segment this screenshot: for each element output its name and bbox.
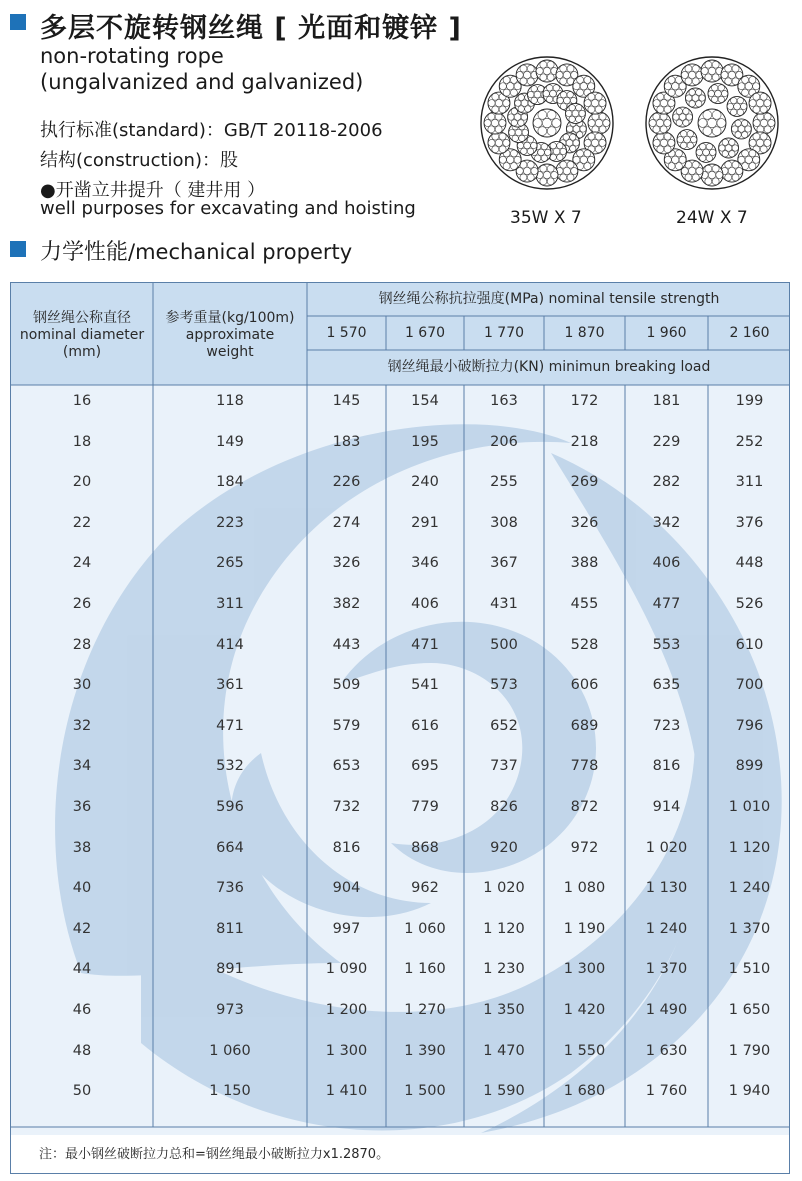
table-cell-load: 962 (411, 880, 439, 897)
product-subtitle-en-2: (ungalvanized and galvanized) (40, 70, 364, 94)
table-cell-load: 326 (332, 555, 361, 572)
table-cell-load: 1 490 (645, 1002, 688, 1018)
table-cell-load: 1 300 (325, 1042, 368, 1059)
table-cell-weight: 184 (216, 474, 244, 491)
table-cell-load: 972 (570, 839, 599, 856)
table-cell-load: 154 (411, 393, 439, 409)
table-cell-diameter: 46 (72, 1002, 92, 1018)
table-cell-load: 1 020 (645, 839, 688, 856)
table-cell-load: 899 (735, 758, 764, 775)
table-cell-weight: 265 (216, 555, 244, 572)
table-cell-load: 455 (570, 596, 599, 612)
table-cell-load: 779 (411, 799, 439, 815)
table-cell-weight: 664 (216, 839, 244, 856)
table-cell-weight: 311 (216, 596, 244, 612)
table-cell-weight: 118 (216, 393, 244, 409)
table-cell-diameter: 50 (72, 1083, 92, 1100)
table-cell-load: 382 (332, 596, 361, 612)
table-cell-load: 1 270 (404, 1002, 446, 1018)
table-cell-weight: 532 (216, 758, 244, 775)
header-grade-1570: 1 570 (326, 324, 367, 341)
table-cell-load: 732 (332, 799, 361, 815)
table-cell-diameter: 42 (72, 920, 92, 937)
table-cell-diameter: 36 (72, 799, 92, 815)
table-cell-load: 183 (332, 433, 361, 450)
table-cell-load: 579 (332, 717, 361, 734)
table-cell-diameter: 16 (72, 393, 92, 409)
table-cell-weight: 149 (216, 433, 244, 450)
table-cell-diameter: 34 (72, 758, 92, 775)
table-cell-load: 868 (411, 839, 439, 856)
title-marker-icon (10, 14, 26, 30)
table-cell-load: 206 (490, 433, 518, 450)
table-cell-load: 448 (735, 555, 764, 572)
rope-cross-section-35w-icon (479, 55, 615, 191)
table-cell-load: 872 (570, 799, 599, 815)
table-cell-weight: 973 (216, 1002, 244, 1018)
table-cell-load: 163 (490, 393, 518, 409)
table-cell-load: 1 410 (325, 1083, 368, 1100)
table-cell-load: 904 (332, 880, 361, 897)
table-cell-diameter: 24 (72, 555, 92, 572)
table-cell-load: 274 (332, 514, 361, 531)
section-heading-cn: 力学性能 (40, 240, 129, 265)
table-cell-load: 1 120 (483, 920, 525, 937)
table-cell-weight: 361 (216, 677, 244, 694)
table-cell-load: 997 (332, 920, 361, 937)
table-cell-diameter: 38 (72, 839, 92, 856)
table-cell-load: 723 (652, 717, 681, 734)
table-cell-load: 737 (490, 758, 518, 775)
table-cell-load: 406 (411, 596, 439, 612)
table-cell-load: 1 230 (483, 961, 525, 978)
header-approximate-weight: 参考重量(kg/100m) approximate weight (165, 309, 295, 360)
table-cell-load: 826 (490, 799, 518, 815)
table-cell-load: 553 (652, 636, 681, 653)
table-cell-load: 528 (570, 636, 599, 653)
table-cell-load: 291 (411, 514, 439, 531)
table-cell-load: 1 200 (325, 1002, 368, 1018)
table-cell-load: 252 (735, 433, 764, 450)
table-note: 注：最小钢丝破断拉力总和=钢丝绳最小破断拉力x1.2870。 (39, 1147, 390, 1162)
table-cell-load: 796 (735, 717, 764, 734)
table-cell-weight: 223 (216, 514, 244, 531)
table-cell-load: 311 (735, 474, 764, 491)
table-cell-load: 695 (411, 758, 439, 775)
table-cell-load: 1 370 (645, 961, 688, 978)
section-heading-en: /mechanical property (128, 240, 353, 264)
table-cell-load: 431 (490, 596, 518, 612)
table-cell-load: 269 (570, 474, 599, 491)
table-cell-load: 700 (735, 677, 764, 694)
table-cell-load: 610 (735, 636, 764, 653)
rope-label-24w: 24W X 7 (676, 208, 748, 228)
table-cell-load: 500 (490, 636, 518, 653)
table-cell-load: 181 (652, 393, 681, 409)
table-cell-load: 195 (411, 433, 439, 450)
use-spec-en: well purposes for excavating and hoisting (40, 198, 416, 219)
header-grade-1670: 1 670 (404, 324, 446, 341)
table-cell-diameter: 18 (72, 433, 92, 450)
table-cell-load: 1 120 (728, 839, 771, 856)
table-cell-load: 1 190 (563, 920, 606, 937)
table-cell-diameter: 48 (72, 1042, 92, 1059)
rope-label-35w: 35W X 7 (510, 208, 582, 228)
table-cell-load: 1 090 (325, 961, 368, 978)
table-cell-load: 616 (411, 717, 439, 734)
table-cell-load: 778 (570, 758, 599, 775)
header-grade-1960: 1 960 (646, 324, 687, 341)
table-cell-load: 653 (332, 758, 361, 775)
table-cell-load: 1 680 (563, 1083, 606, 1100)
table-cell-load: 1 650 (728, 1002, 771, 1018)
table-cell-load: 1 020 (483, 880, 525, 897)
table-cell-load: 573 (490, 677, 518, 694)
table-cell-load: 914 (652, 799, 681, 815)
table-cell-load: 199 (735, 393, 764, 409)
construction-spec: 结构(construction)：股 (40, 150, 238, 171)
table-cell-load: 816 (332, 839, 361, 856)
section-heading (40, 235, 352, 266)
table-cell-load: 342 (652, 514, 681, 531)
table-cell-load: 920 (490, 839, 518, 856)
table-cell-load: 226 (332, 474, 361, 491)
table-cell-load: 376 (735, 514, 764, 531)
table-cell-load: 346 (411, 555, 439, 572)
table-cell-load: 326 (570, 514, 599, 531)
table-cell-weight: 471 (216, 717, 244, 734)
mechanical-property-table (10, 282, 790, 1174)
rope-cross-section-24w-icon (644, 55, 780, 191)
table-cell-load: 240 (411, 474, 439, 491)
table-cell-diameter: 20 (72, 474, 92, 491)
table-cell-load: 816 (652, 758, 681, 775)
header-grade-1870: 1 870 (564, 324, 605, 341)
table-cell-load: 1 080 (563, 880, 606, 897)
table-cell-load: 218 (570, 433, 599, 450)
table-cell-load: 1 790 (728, 1042, 771, 1059)
table-cell-load: 1 300 (563, 961, 606, 978)
header-tensile-strength: 钢丝绳公称抗拉强度(MPa) nominal tensile strength (378, 291, 720, 307)
table-cell-load: 1 630 (645, 1042, 688, 1059)
table-cell-diameter: 32 (72, 717, 92, 734)
table-cell-load: 1 240 (645, 920, 688, 937)
table-cell-load: 1 010 (728, 799, 771, 815)
header-nominal-diameter: 钢丝绳公称直径 nominal diameter (mm) (19, 309, 145, 360)
table-cell-weight: 1 150 (209, 1083, 251, 1100)
table-cell-load: 471 (411, 636, 439, 653)
table-cell-load: 1 590 (483, 1083, 525, 1100)
table-cell-diameter: 26 (72, 596, 92, 612)
table-cell-load: 1 760 (645, 1083, 688, 1100)
section-marker-icon (10, 241, 26, 257)
table-cell-load: 1 390 (404, 1042, 446, 1059)
table-cell-load: 406 (652, 555, 681, 572)
header-grade-1770: 1 770 (483, 324, 525, 341)
header-breaking-load: 钢丝绳最小破断拉力(KN) minimun breaking load (387, 359, 711, 375)
table-cell-load: 255 (490, 474, 518, 491)
table-cell-load: 1 470 (483, 1042, 525, 1059)
table-cell-load: 477 (652, 596, 681, 612)
product-title: 多层不旋转钢丝绳 [ 光面和镀锌 ] (40, 13, 462, 44)
table-cell-diameter: 30 (72, 677, 92, 694)
table-cell-load: 652 (490, 717, 518, 734)
table-cell-load: 1 500 (404, 1083, 446, 1100)
table-cell-load: 1 240 (728, 880, 771, 897)
product-subtitle-en: non-rotating rope (40, 44, 224, 68)
table-cell-load: 541 (411, 677, 439, 694)
table-cell-weight: 596 (216, 799, 244, 815)
table-cell-weight: 1 060 (209, 1042, 251, 1059)
table-cell-load: 1 130 (645, 880, 688, 897)
table-cell-load: 282 (652, 474, 681, 491)
table-cell-load: 1 550 (563, 1042, 606, 1059)
table-cell-diameter: 44 (72, 961, 92, 978)
table-cell-load: 1 940 (728, 1083, 771, 1100)
table-cell-load: 1 420 (563, 1002, 606, 1018)
table-cell-diameter: 40 (72, 880, 92, 897)
table-cell-diameter: 28 (72, 636, 92, 653)
table-cell-load: 1 370 (728, 920, 771, 937)
table-cell-weight: 414 (216, 636, 244, 653)
header-grade-2160: 2 160 (729, 324, 770, 341)
table-cell-load: 229 (652, 433, 681, 450)
table-cell-load: 1 160 (404, 961, 446, 978)
table-cell-load: 635 (652, 677, 681, 694)
table-cell-load: 172 (570, 393, 599, 409)
table-cell-load: 388 (570, 555, 599, 572)
table-cell-load: 689 (570, 717, 599, 734)
table-cell-weight: 891 (216, 961, 244, 978)
table-cell-load: 606 (570, 677, 599, 694)
table-cell-load: 145 (332, 393, 361, 409)
table-cell-load: 1 510 (728, 961, 771, 978)
standard-spec: 执行标准(standard)：GB/T 20118-2006 (40, 120, 383, 141)
table-cell-load: 1 350 (483, 1002, 525, 1018)
table-cell-load: 367 (490, 555, 518, 572)
table-cell-weight: 811 (216, 920, 244, 937)
table-cell-load: 1 060 (404, 920, 446, 937)
table-cell-diameter: 22 (72, 514, 92, 531)
table-cell-load: 509 (332, 677, 361, 694)
table-cell-weight: 736 (216, 880, 244, 897)
use-spec-cn: ●开凿立井提升（ 建井用 ） (40, 180, 266, 201)
table-cell-load: 526 (735, 596, 764, 612)
table-cell-load: 443 (332, 636, 361, 653)
table-cell-load: 308 (490, 514, 518, 531)
